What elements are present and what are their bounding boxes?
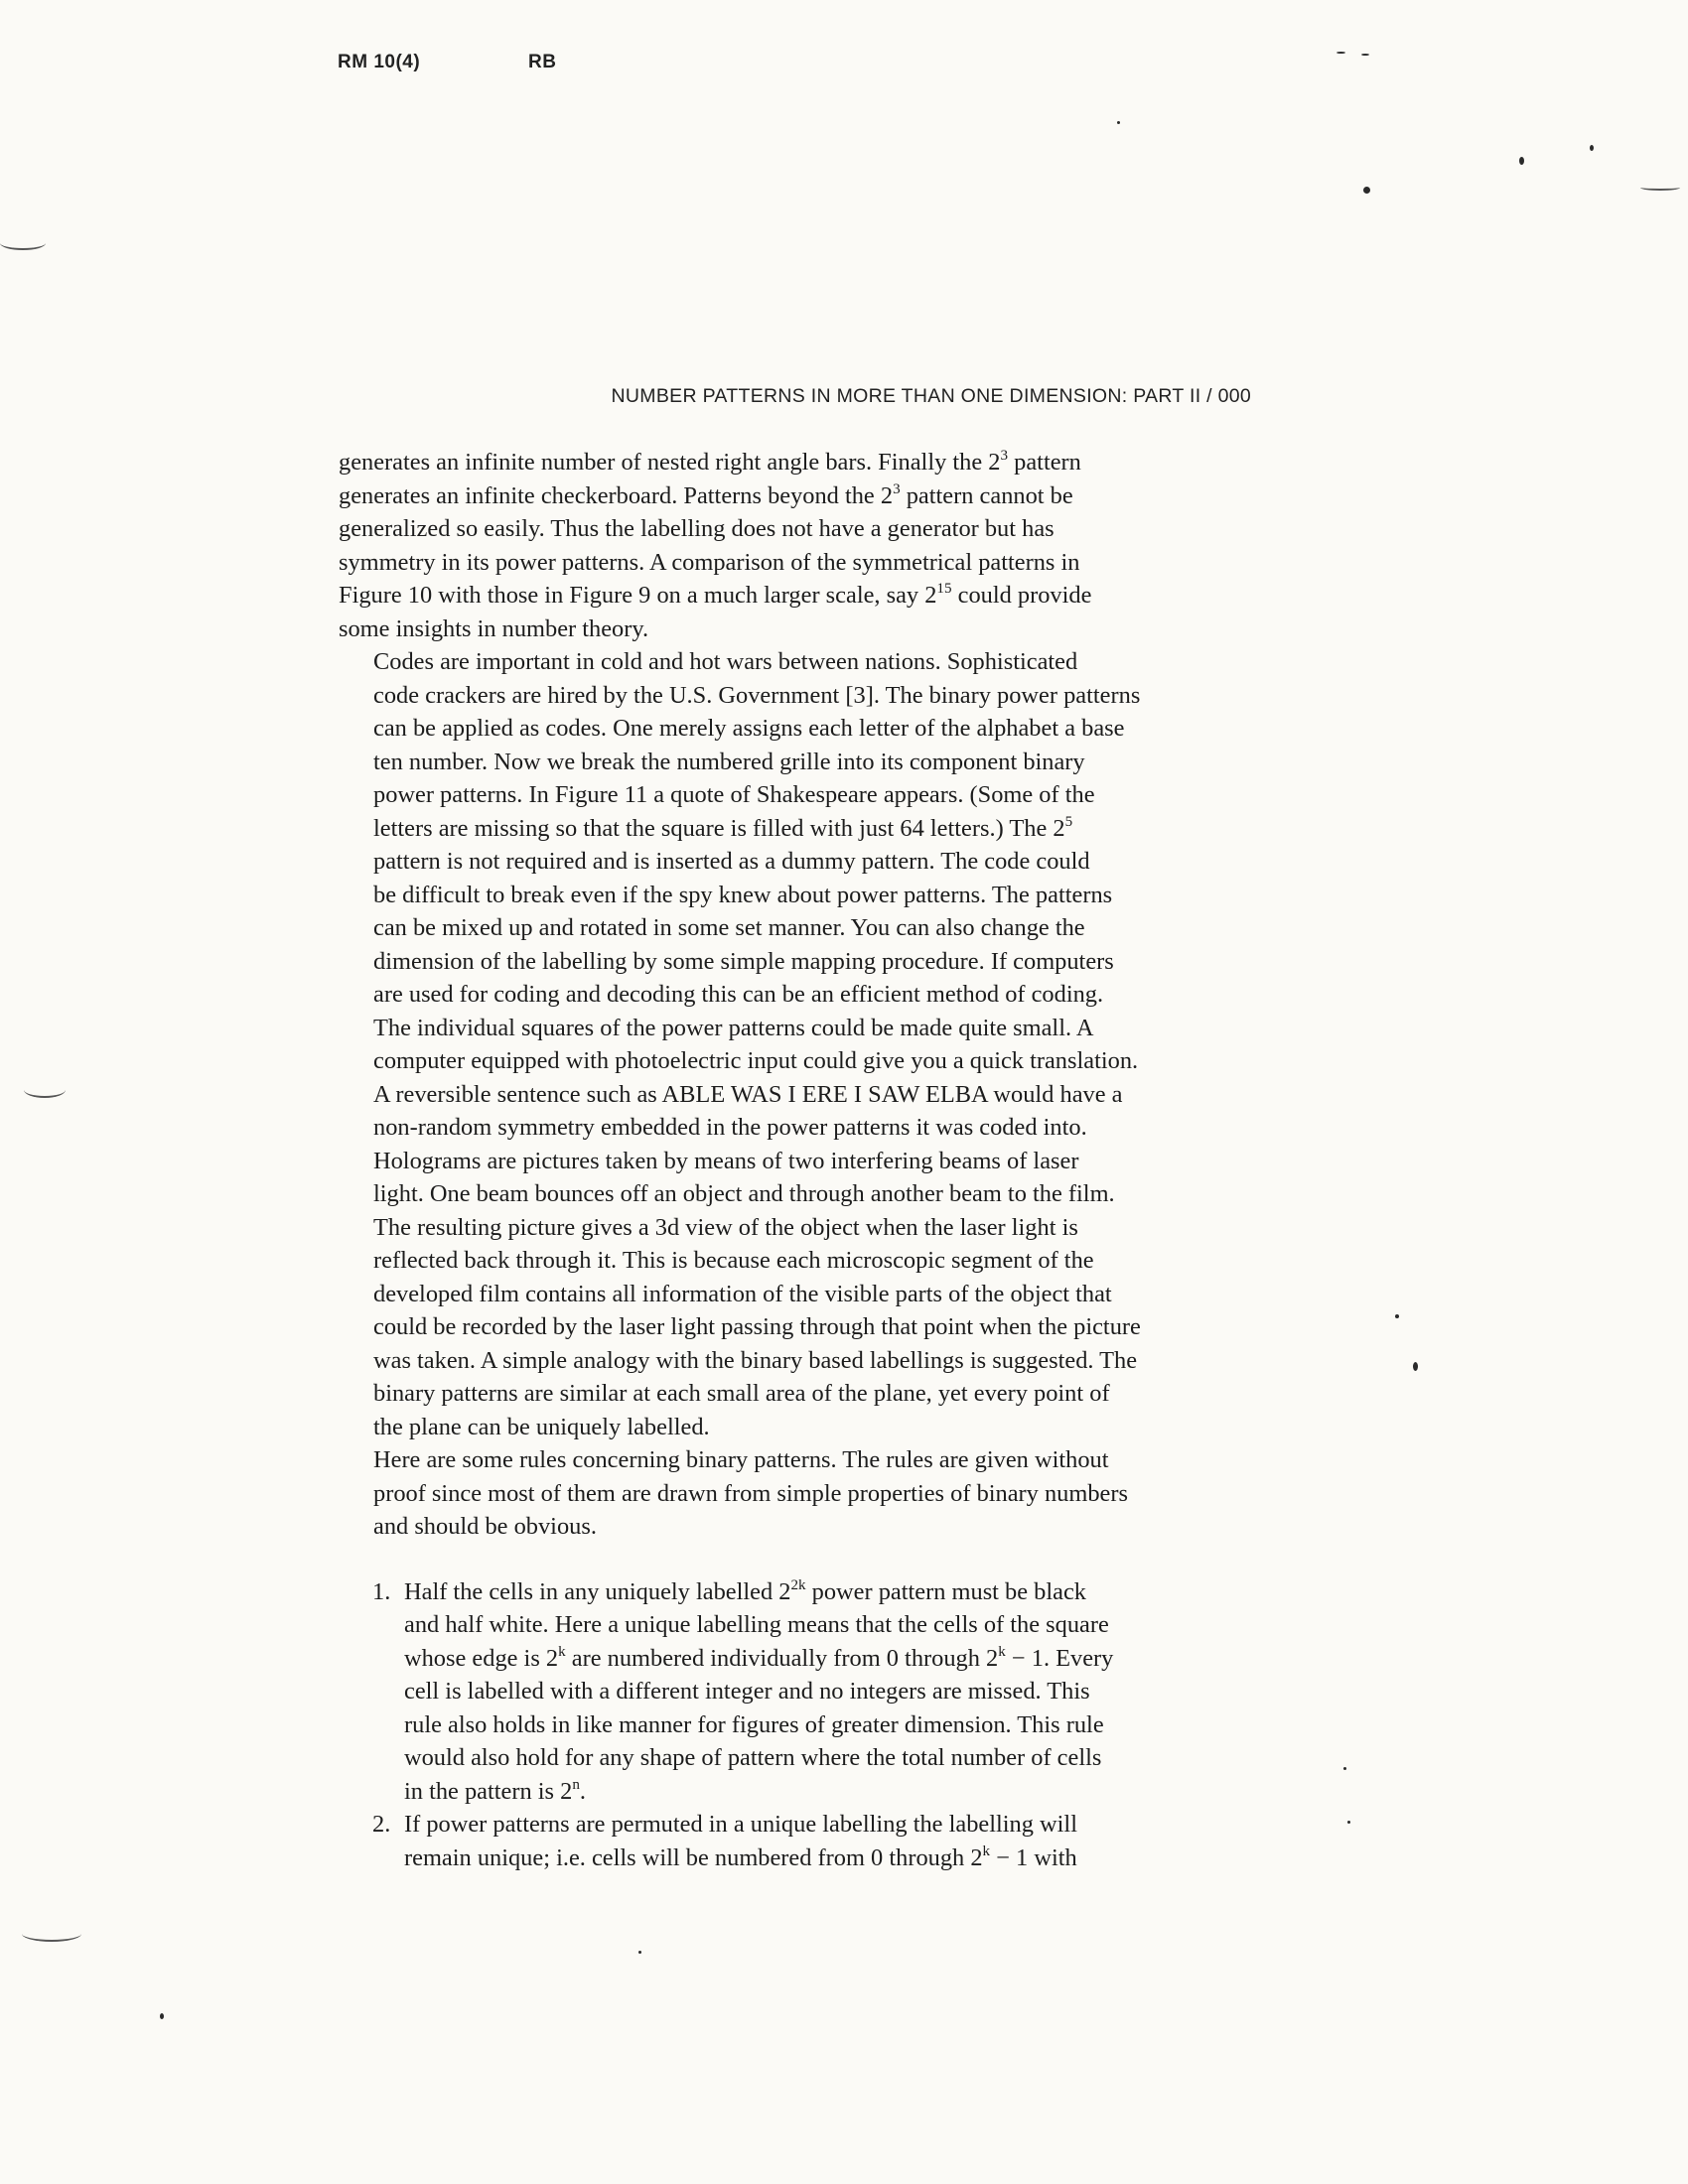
text-line: non-random symmetry embedded in the power patterns it was coded into. (373, 1114, 1087, 1141)
text-line: some insights in number theory. (339, 614, 649, 642)
text-run: pattern cannot be (900, 481, 1073, 509)
rule-item (339, 1575, 1250, 1809)
paragraph-patterns (339, 446, 1250, 645)
text-line: was taken. A simple analogy with the binary based labellings is suggested. The (373, 1346, 1138, 1374)
scan-speck (1395, 1314, 1399, 1318)
text-line: reflected back through it. This is because each microscopic segment of the (373, 1247, 1094, 1274)
text-run: generates an infinite number of nested right angle bars. Finally the 2 (339, 449, 1001, 476)
text-line (339, 479, 1250, 513)
text-line (404, 1775, 1250, 1809)
superscript: k (998, 1643, 1006, 1660)
superscript: 5 (1064, 813, 1073, 830)
text-line: symmetry in its power patterns. A comparison of the symmetrical patterns in (339, 548, 1080, 576)
superscript: k (558, 1643, 566, 1660)
text-run: − 1. Every (1005, 1644, 1114, 1672)
text-line (404, 1575, 1250, 1609)
superscript: n (572, 1776, 580, 1793)
text-run: pattern (1008, 449, 1081, 476)
paragraph-rules-intro (339, 1443, 1250, 1544)
text-run: . (579, 1777, 587, 1805)
text-line: Holograms are pictures taken by means of two interfering beams of laser (373, 1147, 1079, 1174)
paragraph-holograms (339, 1145, 1250, 1444)
text-line: can be applied as codes. One merely assigns each letter of the alphabet a base (373, 715, 1125, 742)
scan-speck (160, 2013, 164, 2019)
text-line: The individual squares of the power patterns could be made quite small. A (373, 1014, 1094, 1041)
text-line: would also hold for any shape of pattern where the total number of cells (404, 1744, 1102, 1771)
text-run: Half the cells in any uniquely labelled 2 (404, 1577, 791, 1605)
text-line (339, 579, 1250, 613)
rule-number: 1. (372, 1577, 391, 1605)
page-edge-mark (0, 236, 46, 250)
text-line: and should be obvious. (373, 1513, 597, 1540)
text-line: A reversible sentence such as ABLE WAS I ERE I SAW ELBA would have a (373, 1080, 1123, 1108)
running-header: NUMBER PATTERNS IN MORE THAN ONE DIMENSION: PART II / 000 (611, 385, 1251, 407)
rules-list (339, 1575, 1250, 1875)
scan-speck (1117, 121, 1120, 124)
text-line: binary patterns are similar at each small area of the plane, yet every point of (373, 1380, 1110, 1407)
text-line: pattern is not required and is inserted as a dummy pattern. The code could (373, 848, 1090, 875)
page-edge-mark (22, 1926, 81, 1942)
text-line: could be recorded by the laser light passing through that point when the picture (373, 1313, 1141, 1340)
text-line (404, 1842, 1250, 1875)
text-line: computer equipped with photoelectric input could give you a quick translation. (373, 1047, 1139, 1074)
text-line: rule also holds in like manner for figures of greater dimension. This rule (404, 1710, 1104, 1738)
text-run: could provide (951, 582, 1092, 609)
text-line: proof since most of them are drawn from simple properties of binary numbers (373, 1479, 1128, 1507)
superscript: k (982, 1843, 991, 1859)
text-line: light. One beam bounces off an object and through another beam to the film. (373, 1180, 1115, 1207)
text-line: developed film contains all information of the visible parts of the object that (373, 1280, 1112, 1307)
text-line: Codes are important in cold and hot wars between nations. Sophisticated (373, 648, 1078, 675)
text-line (339, 812, 1250, 846)
text-run: power pattern must be black (805, 1577, 1086, 1605)
text-line: dimension of the labelling by some simple mapping procedure. If computers (373, 947, 1114, 975)
rule-number: 2. (372, 1811, 391, 1838)
text-line: and half white. Here a unique labelling means that the cells of the square (404, 1611, 1109, 1638)
text-line: power patterns. In Figure 11 a quote of Shakespeare appears. (Some of the (373, 781, 1095, 808)
text-line: code crackers are hired by the U.S. Government [3]. The binary power patterns (373, 681, 1141, 709)
superscript: 2k (790, 1576, 806, 1593)
text-line (404, 1642, 1250, 1676)
scan-speck (1413, 1362, 1418, 1371)
superscript: 3 (893, 480, 901, 497)
text-line: can be mixed up and rotated in some set manner. You can also change the (373, 914, 1085, 941)
document-code: RM 10(4) (338, 52, 421, 72)
text-line: The resulting picture gives a 3d view of the object when the laser light is (373, 1213, 1078, 1241)
scan-speck (1361, 54, 1369, 56)
scan-speck (1343, 1767, 1346, 1770)
page-edge-mark (1640, 185, 1680, 191)
body-text (339, 446, 1250, 1874)
text-line: Here are some rules concerning binary patterns. The rules are given without (373, 1446, 1109, 1473)
text-run: remain unique; i.e. cells will be numbered from 0 through 2 (404, 1843, 983, 1871)
text-line: cell is labelled with a different integer and no integers are missed. This (404, 1678, 1090, 1705)
text-run: are numbered individually from 0 through 2 (565, 1644, 999, 1672)
text-line (339, 446, 1250, 479)
scan-speck (1363, 187, 1370, 194)
document-initials: RB (528, 52, 557, 72)
text-run: in the pattern is 2 (404, 1777, 573, 1805)
text-run: Figure 10 with those in Figure 9 on a much larger scale, say 2 (339, 582, 937, 609)
paragraph-codes (339, 645, 1250, 1145)
text-line: the plane can be uniquely labelled. (373, 1413, 710, 1440)
text-run: generates an infinite checkerboard. Patterns beyond the 2 (339, 481, 894, 509)
scan-speck (1519, 157, 1524, 165)
text-line: be difficult to break even if the spy knew about power patterns. The patterns (373, 881, 1113, 908)
text-run: whose edge is 2 (404, 1644, 559, 1672)
superscript: 15 (936, 581, 952, 598)
text-line: are used for coding and decoding this can be an efficient method of coding. (373, 981, 1104, 1008)
superscript: 3 (1000, 448, 1009, 465)
text-line: If power patterns are permuted in a unique labelling the labelling will (404, 1811, 1077, 1838)
page-edge-mark (24, 1082, 66, 1098)
rule-item (339, 1808, 1250, 1874)
text-run: − 1 with (990, 1843, 1077, 1871)
text-run: letters are missing so that the square is filled with just 64 letters.) The 2 (373, 814, 1065, 842)
scan-speck (1336, 52, 1345, 54)
scan-speck (1347, 1821, 1350, 1824)
scan-speck (1590, 145, 1594, 151)
scan-speck (638, 1951, 641, 1954)
text-line: generalized so easily. Thus the labelling does not have a generator but has (339, 515, 1055, 542)
text-line: ten number. Now we break the numbered grille into its component binary (373, 748, 1085, 775)
